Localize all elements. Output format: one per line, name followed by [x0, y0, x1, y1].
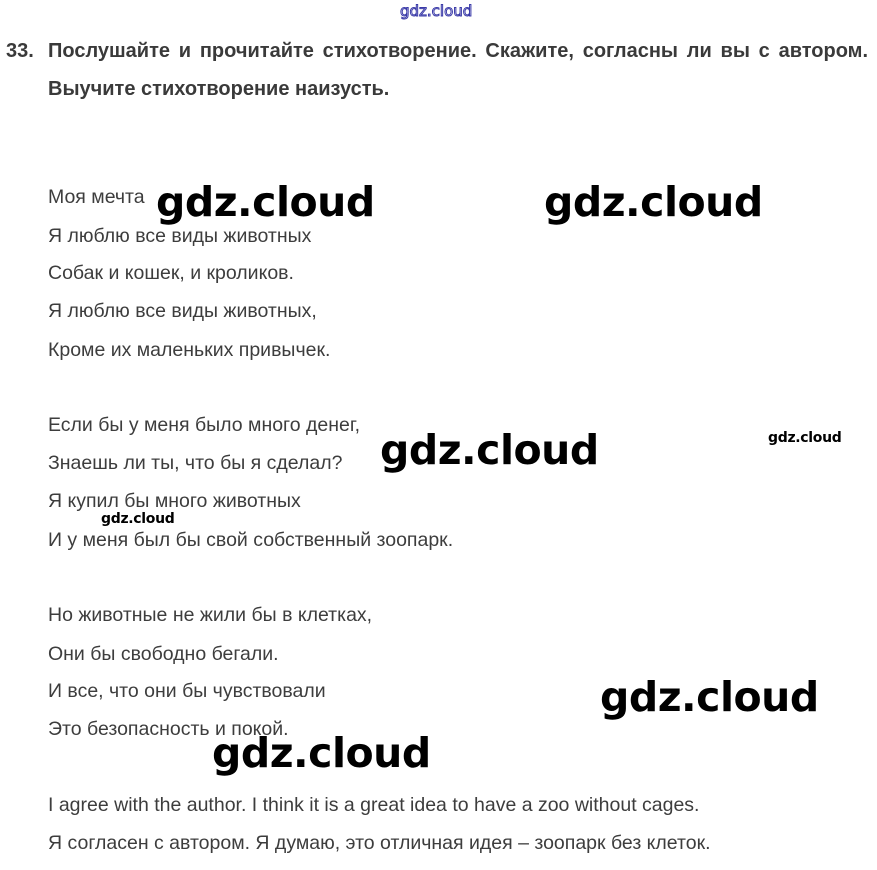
watermark: gdz.cloud: [768, 430, 842, 446]
poem-line: И у меня был бы свой собственный зоопарк.: [48, 529, 454, 551]
top-watermark: gdz.cloud: [400, 2, 473, 20]
watermark: gdz.cloud: [101, 511, 175, 527]
watermark: gdz.cloud: [156, 178, 375, 226]
task-heading: [6, 32, 868, 108]
watermark: gdz.cloud: [380, 426, 599, 474]
poem-line: Они бы свободно бегали.: [48, 643, 279, 665]
answer-russian: Я согласен с автором. Я думаю, это отличная идея – зоопарк без клеток.: [48, 832, 711, 854]
task-number: 33.: [6, 40, 34, 62]
poem-line: И все, что они бы чувствовали: [48, 680, 326, 702]
task-instruction: Послушайте и прочитайте стихотворение. Скажите, согласны ли вы с автором. Выучите стихотворение наизусть.: [48, 40, 868, 100]
poem-line: Я люблю все виды животных: [48, 225, 312, 247]
poem-line: Знаешь ли ты, что бы я сделал?: [48, 452, 343, 474]
poem-line: Кроме их маленьких привычек.: [48, 339, 331, 361]
poem-line: Я люблю все виды животных,: [48, 300, 317, 322]
poem-title: Моя мечта: [48, 186, 145, 208]
watermark: gdz.cloud: [544, 178, 763, 226]
poem-line: Собак и кошек, и кроликов.: [48, 262, 294, 284]
watermark: gdz.cloud: [212, 729, 431, 777]
answer-english: I agree with the author. I think it is a great idea to have a zoo without cages.: [48, 794, 700, 816]
poem-line: Если бы у меня было много денег,: [48, 414, 360, 436]
poem-line: Это безопасность и покой.: [48, 718, 289, 740]
poem-line: Но животные не жили бы в клетках,: [48, 604, 373, 626]
poem-line: Я купил бы много животных: [48, 490, 301, 512]
watermark: gdz.cloud: [600, 673, 819, 721]
